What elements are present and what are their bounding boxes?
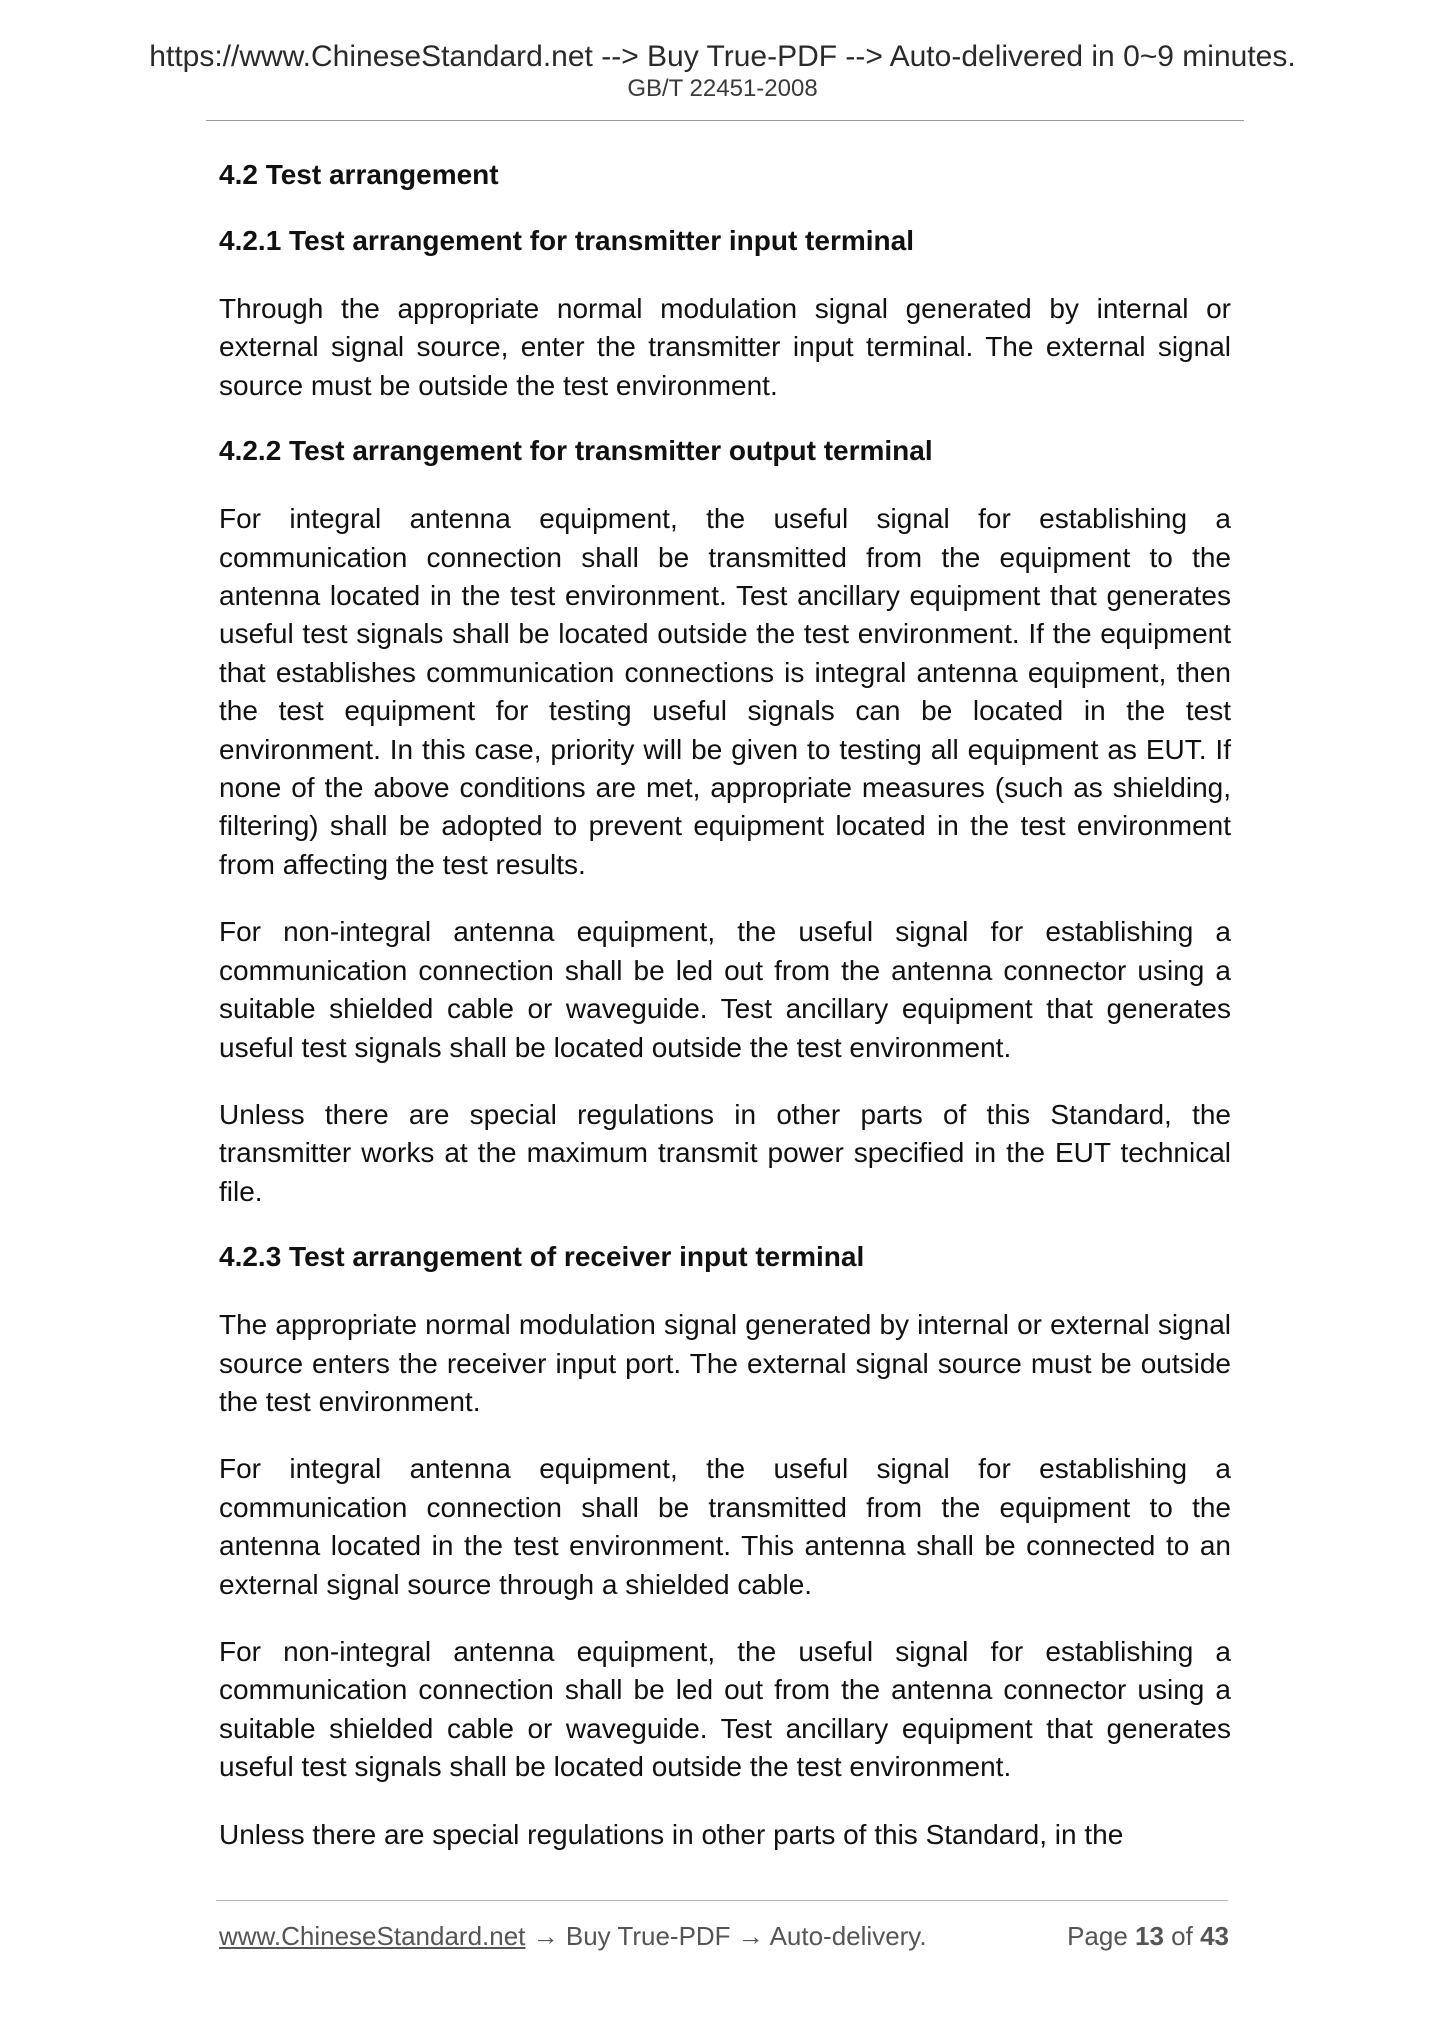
section-heading-4-2-1: 4.2.1 Test arrangement for transmitter input terminal [219, 225, 914, 256]
paragraph: For integral antenna equipment, the useful signal for establishing a communication connection shall be transmitted from the equipment to the antenna located in the test environment. Test ancillary equipment that generates useful test signals shall be located outside the test environment. If the equipment that establishes communication connections is integral antenna equipment, then the test equipment for testing useful signals can be located in the test environment. In this case, priority will be given to testing all equipment as EUT. If none of the above conditions are met, appropriate measures (such as shielding, filtering) shall be adopted to prevent equipment located in the test environment from affecting the test results. [219, 503, 1231, 880]
footer-promo [219, 1920, 927, 1952]
paragraph: For non-integral antenna equipment, the useful signal for establishing a communication connection shall be led out from the antenna connector using a suitable shielded cable or waveguide. Test ancillary equipment that generates useful test signals shall be located outside the test environment. [219, 1635, 1231, 1783]
page-total: 43 [1200, 1921, 1229, 1951]
section-heading-4-2: 4.2 Test arrangement [219, 159, 499, 190]
paragraph: For integral antenna equipment, the useful signal for establishing a communication connection shall be transmitted from the equipment to the antenna located in the test environment. This antenna shall be connected to an external signal source through a shielded cable. [219, 1453, 1231, 1600]
paragraph-continued: Unless there are special regulations in other parts of this Standard, in the [219, 1818, 1124, 1850]
footer-promo-text: → Buy True-PDF → Auto-delivery. [525, 1921, 927, 1951]
page-indicator [1067, 1920, 1229, 1952]
paragraph: Unless there are special regulations in other parts of this Standard, the transmitter works at the maximum transmit power specified in the EUT technical file. [219, 1098, 1231, 1207]
footer-site-link[interactable]: www.ChineseStandard.net [219, 1921, 526, 1951]
page-label: Page [1067, 1921, 1136, 1951]
paragraph: The appropriate normal modulation signal generated by internal or external signal source enters the receiver input port. The external signal source must be outside the test environment. [219, 1309, 1231, 1417]
header-divider [206, 120, 1244, 121]
section-heading-4-2-3: 4.2.3 Test arrangement of receiver input terminal [219, 1241, 865, 1273]
header-banner: https://www.ChineseStandard.net --> Buy True-PDF --> Auto-delivered in 0~9 minutes. [149, 40, 1296, 73]
footer-divider [216, 1900, 1228, 1901]
paragraph: For non-integral antenna equipment, the useful signal for establishing a communication connection shall be led out from the antenna connector using a suitable shielded cable or waveguide. Test ancillary equipment that generates useful test signals shall be located outside the test environment. [219, 916, 1231, 1063]
standard-code: GB/T 22451-2008 [627, 75, 818, 102]
page-of-label: of [1163, 1921, 1201, 1951]
page-current: 13 [1135, 1921, 1164, 1951]
page-content [219, 158, 1231, 1883]
paragraph: Through the appropriate normal modulation signal generated by internal or external signal source, enter the transmitter input terminal. The external signal source must be outside the test environment. [219, 293, 1231, 401]
section-heading-4-2-2: 4.2.2 Test arrangement for transmitter output terminal [219, 435, 933, 467]
